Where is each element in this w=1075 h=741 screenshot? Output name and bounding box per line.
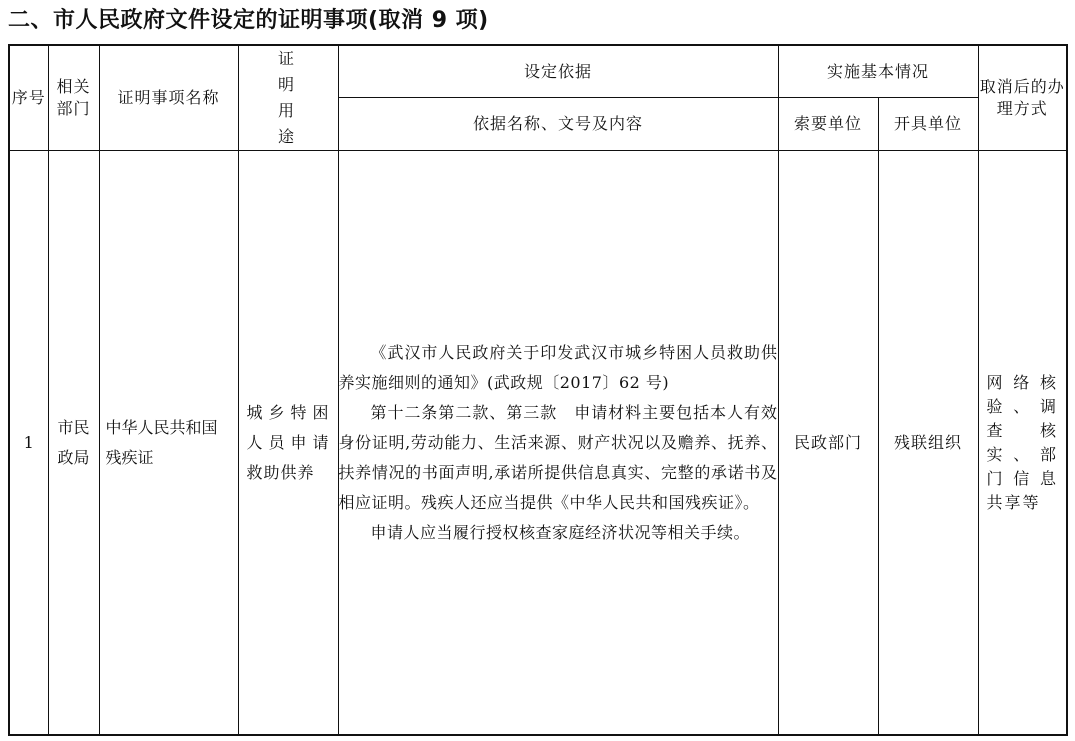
header-dept: 相关部门: [48, 45, 99, 151]
basis-paragraph: 《武汉市人民政府关于印发武汉市城乡特困人员救助供养实施细则的通知》(武政规〔2017〕62 号): [338, 342, 778, 392]
header-issue-unit: 开具单位: [878, 98, 978, 151]
header-name: 证明事项名称: [99, 45, 238, 151]
cell-request-unit: 民政部门: [778, 151, 878, 736]
cell-issue-unit: 残联组织: [878, 151, 978, 736]
header-basis-group: 设定依据: [338, 45, 778, 98]
header-method: 取消后的办理方式: [978, 45, 1067, 151]
header-impl-group: 实施基本情况: [778, 45, 978, 98]
header-usage: 证明用途: [238, 45, 338, 151]
certification-items-table: [8, 44, 1068, 736]
page-title: 二、市人民政府文件设定的证明事项(取消 9 项): [8, 8, 489, 33]
cell-seq: 1: [9, 151, 48, 736]
header-seq: 序号: [9, 45, 48, 151]
header-row-1: [9, 45, 1067, 98]
cell-method: 网络核验、调查核实、部门信息共享等: [978, 151, 1067, 736]
basis-paragraph: 第十二条第二款、第三款 申请材料主要包括本人有效身份证明,劳动能力、生活来源、财产状况以及赡养、抚养、扶养情况的书面声明,承诺所提供信息真实、完整的承诺书及相应证明。残疾人还应当提供《中华人民共和国残疾证》。: [338, 402, 778, 512]
cell-basis: [338, 151, 778, 736]
basis-paragraph: 申请人应当履行授权核查家庭经济状况等相关手续。: [370, 522, 751, 542]
header-basis-sub: 依据名称、文号及内容: [338, 98, 778, 151]
table-row: [9, 151, 1067, 736]
cell-usage: 城乡特困人员申请救助供养: [238, 151, 338, 736]
cell-dept: 市民政局: [48, 151, 99, 736]
cell-name: 中华人民共和国残疾证: [99, 151, 238, 736]
header-request-unit: 索要单位: [778, 98, 878, 151]
